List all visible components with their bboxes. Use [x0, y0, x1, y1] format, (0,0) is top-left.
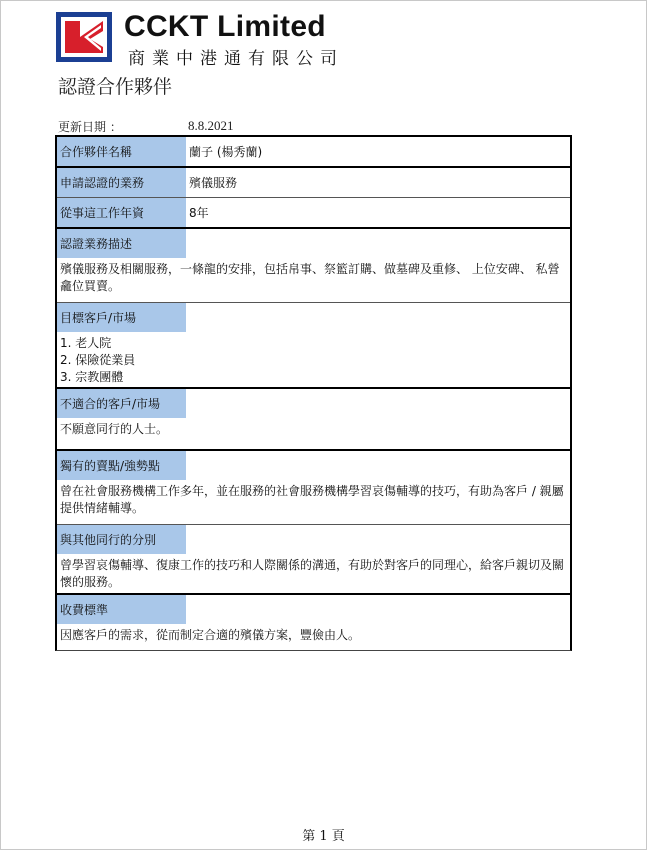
fees-label: 收費標準 — [57, 595, 186, 624]
list-item: 2. 保險從業員 — [60, 353, 136, 367]
target-list — [57, 332, 570, 392]
description-label: 認證業務描述 — [57, 229, 186, 258]
years-row — [57, 198, 570, 229]
company-chinese-name: 商業中港通有限公司 — [128, 49, 344, 69]
updated-date-value: 8.8.2021 — [188, 118, 234, 133]
strengths-label: 獨有的賣點/強勢點 — [57, 451, 186, 480]
unsuitable-section — [57, 389, 570, 451]
years-label: 從事這工作年資 — [57, 198, 186, 227]
strengths-text: 曾在社會服務機構工作多年，並在服務的社會服務機構學習哀傷輔導的技巧，有助為客戶 / 親屬提供情緒輔導。 — [60, 484, 564, 515]
years-value: 8年 — [189, 206, 209, 220]
ckkt-logo-icon — [56, 12, 112, 62]
unsuitable-label: 不適合的客戶/市場 — [57, 389, 186, 418]
company-logo — [56, 10, 356, 69]
business-row — [57, 168, 570, 198]
fees-section — [57, 595, 570, 650]
description-section — [57, 229, 570, 303]
difference-label: 與其他同行的分別 — [57, 525, 186, 554]
partner-info-table — [55, 135, 572, 651]
list-item: 3. 宗教團體 — [60, 370, 124, 384]
description-text: 殯儀服務及相關服務，一條龍的安排，包括帛事、祭籃訂購、做墓碑及重修、 上位安碑、 私營龕位買賣。 — [60, 262, 560, 293]
list-item: 1. 老人院 — [60, 336, 112, 350]
difference-section — [57, 525, 570, 595]
company-name: CCKT Limited — [124, 10, 326, 43]
fees-text: 因應客戶的需求，從而制定合適的殯儀方案，豐儉由人。 — [60, 628, 361, 642]
business-label: 申請認證的業務 — [57, 168, 186, 197]
partner-name-value: 蘭子 (楊秀蘭) — [189, 145, 263, 159]
updated-date-label: 更新日期 ： — [58, 120, 122, 134]
page-number: 第 1 頁 — [302, 829, 345, 844]
target-label: 目標客戶/市場 — [57, 303, 186, 332]
unsuitable-text: 不願意同行的人士。 — [60, 422, 169, 436]
document-title: 認證合作夥伴 — [58, 76, 173, 98]
target-section — [57, 303, 570, 389]
strengths-section — [57, 451, 570, 525]
partner-name-label: 合作夥伴名稱 — [57, 137, 186, 166]
business-value: 殯儀服務 — [189, 176, 238, 190]
difference-text: 曾學習哀傷輔導、復康工作的技巧和人際關係的溝通，有助於對客戶的同理心，給客戶親切及關懷的服務。 — [60, 558, 565, 589]
partner-name-row — [57, 137, 570, 168]
